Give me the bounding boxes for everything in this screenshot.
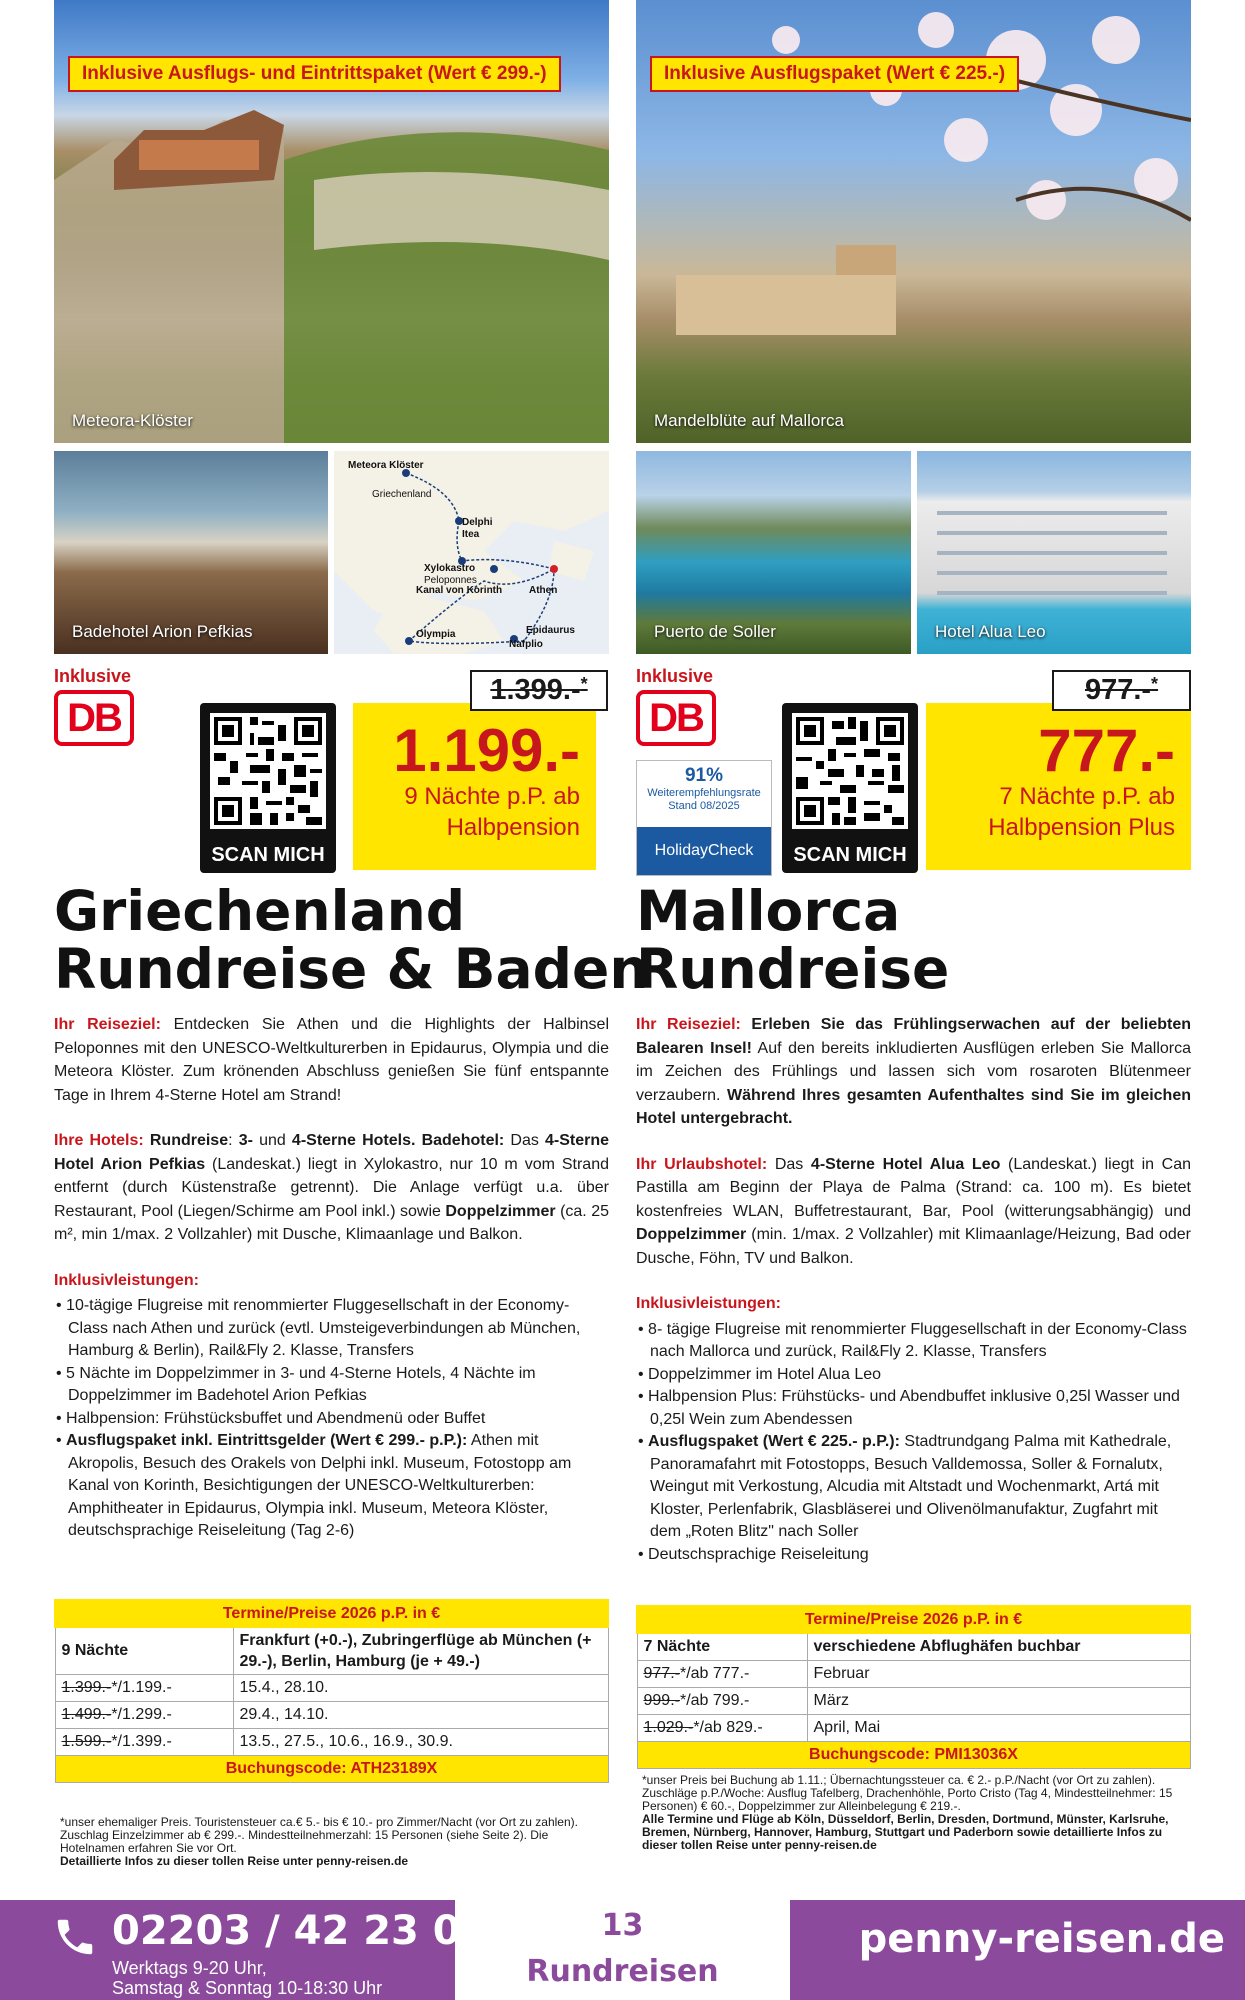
right-old-price: 977.-* xyxy=(1052,670,1191,711)
meteora-caption: Meteora-Klöster xyxy=(72,411,193,430)
table-row: 999.-*/ab 799.- März xyxy=(637,1687,1190,1714)
left-fineprint: *unser ehemaliger Preis. Touristensteuer ca.€ 5.- bis € 10.- pro Zimmer/Nacht (vor Ort zu zahlen). Zuschlag Einzelzimmer ab € 299.-. Mindestteilnehmerzahl: 15 Personen (siehe Seite 2). Die Hotelnamen erfahren Sie vor Ort. Detaillierte Infos zu dieser tollen Reise unter penny-reisen.de xyxy=(60,1815,578,1868)
list-item: • Halbpension: Frühstücksbuffet und Abendmenü oder Buffet xyxy=(54,1408,609,1431)
right-inklusive-label: Inklusive xyxy=(636,666,714,686)
holidaycheck-logo: HolidayCheck xyxy=(637,827,771,875)
left-price-nights: 9 Nächte p.P. ab xyxy=(404,783,580,810)
table-row: 1.029.-*/ab 829.- April, Mai xyxy=(637,1714,1190,1741)
greece-route-map xyxy=(334,451,609,654)
arion-caption: Badehotel Arion Pefkias xyxy=(72,622,253,641)
left-scan-label: SCAN MICH xyxy=(211,844,325,866)
right-offer-banner: Inklusive Ausflugspaket (Wert € 225.-) xyxy=(650,56,1019,92)
map-label-griechenland: Griechenland xyxy=(372,489,432,500)
alua-leo-caption: Hotel Alua Leo xyxy=(935,622,1046,641)
left-inclusions-list xyxy=(54,1295,609,1543)
left-price: 1.199.- xyxy=(393,717,580,784)
left-offer-banner: Inklusive Ausflugs- und Eintrittspaket (Wert € 299.-) xyxy=(68,56,561,92)
phone-icon xyxy=(52,1914,98,1960)
left-price-table: Termine/Preise 2026 p.P. in € 9 Nächte Frankfurt (+0.-), Zubringerflüge ab München (+ 29.-), Berlin, Hamburg (je + 49.-) 1.399.-*/1.199.- 15.4., 28.10. 1.499.-*/1.299.- 29.4., 14.10. 1.599.-*/1.399.- 13.5., 27.5., 10.6., 16.9., 30.9. Buchungscode: ATH23189X xyxy=(54,1599,609,1783)
section-label: Rundreisen xyxy=(526,1954,719,1989)
list-item: • Ausflugspaket inkl. Eintrittsgelder (Wert € 299.- p.P.): Athen mit Akropolis, Besuch des Orakels von Delphi inkl. Museum, Fotostopp am Kanal von Korinth, Besichtigungen der UNESCO-Weltkulturerben: Amphitheater in Epidaurus, Olympia inkl. Museum, Meteora Klöster, deutschsprachige Reiseleitung (Tag 2-6) xyxy=(54,1430,609,1543)
map-label-peloponnes: Peloponnes xyxy=(424,575,477,586)
footer-contact xyxy=(0,1900,489,2000)
map-dot-olympia xyxy=(405,637,413,645)
footer-hours-2: Samstag & Sonntag 10-18:30 Uhr xyxy=(112,1978,383,1998)
map-dot-korinth xyxy=(490,565,498,573)
right-db-logo: DB xyxy=(636,690,716,746)
map-label-korinth: Kanal von Korinth xyxy=(416,585,503,596)
right-inclusions-list xyxy=(636,1319,1191,1567)
alua-leo-photo xyxy=(917,451,1191,654)
holidaycheck-badge: 91% Weiterempfehlungsrate Stand 08/2025 HolidayCheck xyxy=(636,760,772,876)
right-price-nights: 7 Nächte p.P. ab xyxy=(999,783,1175,810)
arion-hotel-photo xyxy=(54,451,328,654)
table-row: 977.-*/ab 777.- Februar xyxy=(637,1660,1190,1687)
table-row: 1.499.-*/1.299.- 29.4., 14.10. xyxy=(55,1702,608,1729)
right-scan-label: SCAN MICH xyxy=(793,844,907,866)
left-body: Ihr Reiseziel: Entdecken Sie Athen und die Highlights der Halbinsel Peloponnes mit den UNESCO-Weltkulturerben in Epidaurus, Olympia und die Meteora Klöster. Zum krönenden Abschluss genießen Sie fünf entspannte Tage in Ihrem 4-Sterne Hotel am Strand! Ihre Hotels: Rundreise: 3- und 4-Sterne Hotels. Badehotel: Das 4-Sterne Hotel Arion Pefkias (Landeskat.) liegt in Xylokastro, nur 10 m vom Strand entfernt (durch Küstenstraße getrennt). Die Anlage verfügt u.a. über Restaurant, Pool (Liegen/Schirme am Pool inkl.) sowie Doppelzimmer (ca. 25 m², min 1/max. 2 Vollzahler) mit Dusche, Klimaanlage und Balkon. Inklusivleistungen: • 10-tägige Flugreise mit renommierter Fluggesellschaft in der Economy-Class nach Athen und zurück (evtl. Umsteigeverbindungen ab München, Hamburg & Berlin), Rail&Fly 2. Klasse, Transfers • 5 Nächte im Doppelzimmer in 3- und 4-Sterne Hotels, 4 Nächte im Doppelzimmer im Badehotel Arion Pefkias • Halbpension: Frühstücksbuffet und Abendmenü oder Buffet • Ausflugspaket inkl. Eintrittsgelder (Wert € 299.- p.P.): Athen mit Akropolis, Besuch des Orakels von Delphi inkl. Museum, Fotostopp am Kanal von Korinth, Besichtigungen der UNESCO-Weltkulturerben: Amphitheater in Epidaurus, Olympia inkl. Museum, Meteora Klöster, deutschsprachige Reiseleitung (Tag 2-6) xyxy=(54,1013,609,1543)
map-label-delphi: Delphi xyxy=(462,517,493,528)
list-item: • Ausflugspaket (Wert € 225.- p.P.): Stadtrundgang Palma mit Kathedrale, Panoramafahrt mit Fotostopps, Besuch Valldemossa, Soller & Fornalutx, Weingut mit Verkostung, Alcudia mit Altstadt und Wochenmarkt, Artá mit Kloster, Perlenfabrik, Glasbläserei und Olivenölmanufaktur, Zugfahrt mit dem „Roten Blitz" nach Soller xyxy=(636,1431,1191,1544)
right-booking-code: Buchungscode: PMI13036X xyxy=(637,1741,1190,1768)
list-item: • 10-tägige Flugreise mit renommierter Fluggesellschaft in der Economy-Class nach Athen und zurück (evtl. Umsteigeverbindungen ab München, Hamburg & Berlin), Rail&Fly 2. Klasse, Transfers xyxy=(54,1295,609,1363)
footer-website xyxy=(790,1900,1245,2000)
page-number: 13 xyxy=(601,1908,644,1943)
left-qr-code[interactable] xyxy=(200,703,336,873)
left-price-board: Halbpension xyxy=(446,814,580,841)
table-row: 1.399.-*/1.199.- 15.4., 28.10. xyxy=(55,1675,608,1702)
table-row: 1.599.-*/1.399.- 13.5., 27.5., 10.6., 16.9., 30.9. xyxy=(55,1729,608,1756)
left-db-logo: DB xyxy=(54,690,134,746)
right-qr-code[interactable] xyxy=(782,703,918,873)
left-old-price: 1.399.-* xyxy=(470,670,608,711)
right-price: 777.- xyxy=(1038,717,1175,784)
footer-hours-1: Werktags 9-20 Uhr, xyxy=(112,1958,267,1978)
footer-phone[interactable]: 02203 / 42 23 04 xyxy=(112,1908,489,1954)
map-label-itea: Itea xyxy=(462,529,480,540)
list-item: • Deutschsprachige Reiseleitung xyxy=(636,1544,1191,1567)
map-label-meteora: Meteora Klöster xyxy=(348,460,424,471)
list-item: • 8- tägige Flugreise mit renommierter Fluggesellschaft in der Economy-Class nach Mallorca und zurück, Rail&Fly 2. Klasse, Transfers xyxy=(636,1319,1191,1364)
map-label-olympia: Olympia xyxy=(416,629,456,640)
map-label-athen: Athen xyxy=(529,585,558,596)
list-item: • Halbpension Plus: Frühstücks- und Abendbuffet inklusive 0,25l Wasser und 0,25l Wein zum Abendessen xyxy=(636,1386,1191,1431)
left-booking-code: Buchungscode: ATH23189X xyxy=(55,1756,608,1783)
list-item: • 5 Nächte im Doppelzimmer in 3- und 4-Sterne Hotels, 4 Nächte im Doppelzimmer im Badehotel Arion Pefkias xyxy=(54,1363,609,1408)
soller-caption: Puerto de Soller xyxy=(654,622,776,641)
right-title: Mallorca Rundreise xyxy=(636,879,950,1001)
right-price-box xyxy=(926,703,1191,870)
right-price-board: Halbpension Plus xyxy=(988,814,1175,841)
left-inklusive-label: Inklusive xyxy=(54,666,132,686)
map-label-xylokastro: Xylokastro xyxy=(424,563,476,574)
map-label-epidaurus: Epidaurus xyxy=(526,625,575,636)
right-fineprint: *unser Preis bei Buchung ab 1.11.; Übernachtungssteuer ca. € 2.- p.P./Nacht (vor Ort zu zahlen). Zuschläge p.P./Woche: Ausflug Tafelberg, Drachenhöhle, Porto Cristo (Tag 4, Mindestteilnehmer: 15 Personen) € 60.-, Doppelzimmer zur Alleinbelegung € 219.-. Alle Termine und Flüge ab Köln, Düsseldorf, Berlin, Dresden, Dortmund, Münster, Karlsruhe, Bremen, Nürnberg, Hannover, Hamburg, Stuttgart und Paderborn sowie detaillierte Infos zu dieser tollen Reise unter penny-reisen.de xyxy=(642,1773,1173,1852)
map-label-nafplio: Nafplio xyxy=(509,639,543,650)
soller-photo xyxy=(636,451,911,654)
right-body: Ihr Reiseziel: Erleben Sie das Frühlingserwachen auf der beliebten Balearen Insel! Auf den bereits inkludierten Ausflügen erleben Sie Mallorca im Zeichen des Frühlings und lassen sich vom rosaroten Blütenmeer verzaubern. Während Ihres gesamten Aufenthaltes sind Sie im gleichen Hotel untergebracht. Ihr Urlaubshotel: Das 4-Sterne Hotel Alua Leo (Landeskat.) liegt in Can Pastilla am Beginn der Playa de Palma (Strand: ca. 100 m). Es bietet kostenfreies WLAN, Buffetrestaurant, Bar, Pool (witterungsabhängig) und Doppelzimmer (min. 1/max. 2 Vollzahler) mit Klimaanlage/Heizung, Bad oder Dusche, Föhn, TV und Balkon. Inklusivleistungen: • 8- tägige Flugreise mit renommierter Fluggesellschaft in der Economy-Class nach Mallorca und zurück, Rail&Fly 2. Klasse, Transfers • Doppelzimmer im Hotel Alua Leo • Halbpension Plus: Frühstücks- und Abendbuffet inklusive 0,25l Wasser und 0,25l Wein zum Abendessen • Ausflugspaket (Wert € 225.- p.P.): Stadtrundgang Palma mit Kathedrale, Panoramafahrt mit Fotostopps, Besuch Valldemossa, Soller & Fornalutx, Weingut mit Verkostung, Alcudia mit Altstadt und Wochenmarkt, Artá mit Kloster, Perlenfabrik, Glasbläserei und Olivenölmanufaktur, Zugfahrt mit dem „Roten Blitz" nach Soller • Deutschsprachige Reiseleitung xyxy=(636,1013,1191,1566)
website-link[interactable]: penny-reisen.de xyxy=(858,1916,1225,1962)
almond-caption: Mandelblüte auf Mallorca xyxy=(654,411,844,430)
left-title: Griechenland Rundreise & Baden xyxy=(54,879,649,1001)
right-price-table: Termine/Preise 2026 p.P. in € 7 Nächte verschiedene Abflughäfen buchbar 977.-*/ab 777.- Februar 999.-*/ab 799.- März 1.029.-*/ab 829.- April, Mai Buchungscode: PMI13036X xyxy=(636,1605,1191,1769)
map-dot-athen xyxy=(550,565,558,573)
list-item: • Doppelzimmer im Hotel Alua Leo xyxy=(636,1364,1191,1387)
left-price-box xyxy=(353,703,596,870)
